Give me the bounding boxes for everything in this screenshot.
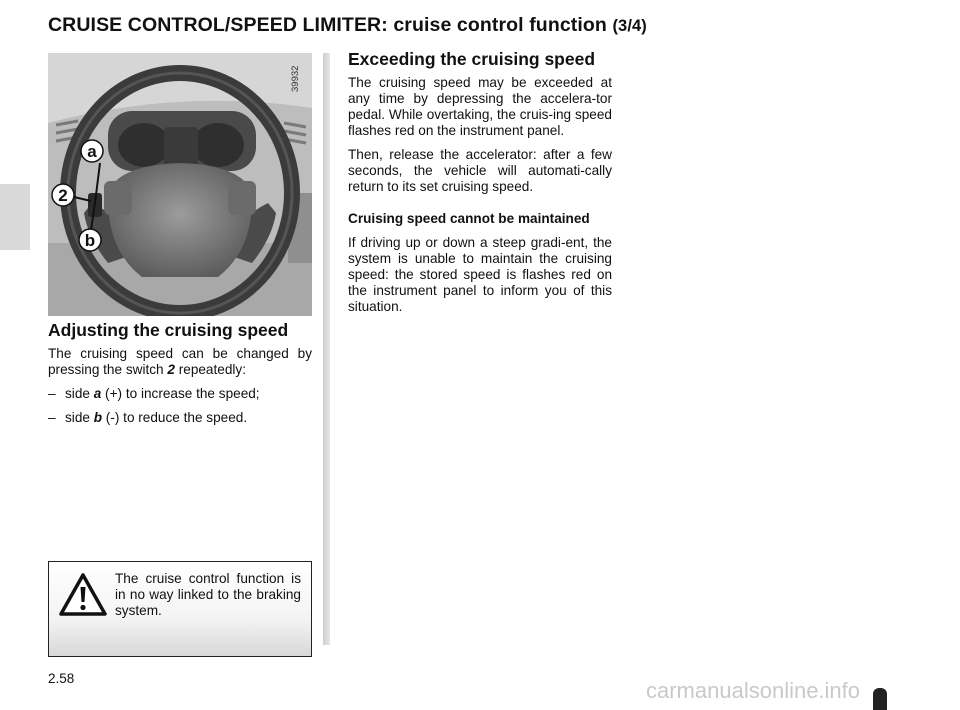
title-main: CRUISE CONTROL/SPEED LIMITER: cruise control function: [48, 14, 607, 36]
list-dash: –: [48, 410, 56, 425]
right-heading: Exceeding the cruising speed: [348, 49, 596, 69]
page-number: 2.58: [48, 671, 75, 686]
callout-label-2: 2: [58, 186, 68, 205]
right-column: [348, 51, 612, 323]
watermark: carmanualsonline.info: [646, 678, 861, 703]
figure-reference-number: 39932: [290, 65, 301, 92]
right-paragraph-3: If driving up or down a steep gradi-ent, the system is unable to maintain the cruising speed: the stored speed is flashes red on the instrument panel to inform you of this situation.: [348, 235, 612, 314]
page-title: [48, 14, 647, 37]
column-divider: [323, 53, 330, 645]
title-part: (3/4): [612, 17, 647, 35]
right-paragraph-1: The cruising speed may be exceeded at any time by depressing the accelera-tor pedal. While overtaking, the cruis-ing speed flashes red on the instrument panel.: [348, 75, 612, 138]
left-column: [48, 322, 312, 434]
list-item-key: b: [93, 410, 103, 425]
list-item-key: a: [93, 386, 102, 401]
left-intro: [48, 346, 312, 378]
left-intro-switch: 2: [167, 362, 175, 377]
warning-triangle-icon: [59, 573, 107, 617]
list-item: [48, 386, 312, 402]
list-item-text: [65, 410, 247, 426]
list-item-text: [65, 386, 260, 402]
left-heading: Adjusting the cruising speed: [48, 320, 289, 340]
list-item-post: (+) to increase the speed;: [101, 386, 260, 401]
warning-text: The cruise control function is in no way linked to the braking system.: [115, 571, 301, 618]
list-item-post: (-) to reduce the speed.: [102, 410, 248, 425]
right-paragraph-2: Then, release the accelerator: after a few seconds, the vehicle will automati-cally return to its set cruising speed.: [348, 147, 612, 194]
left-intro-pre: The cruising speed can be changed by pressing the switch: [48, 346, 312, 377]
steering-wheel-photo: [48, 53, 312, 316]
right-subheading: Cruising speed cannot be maintained: [348, 211, 590, 226]
warning-box: [48, 561, 312, 657]
callout-label-a: a: [87, 142, 97, 161]
list-item: [48, 410, 312, 426]
section-tab: [0, 184, 30, 250]
callout-label-b: b: [84, 231, 96, 250]
list-item-pre: side: [65, 386, 94, 401]
page-corner-marker: [873, 688, 887, 710]
list-dash: –: [48, 386, 56, 401]
left-intro-post: repeatedly:: [174, 362, 246, 377]
callout-overlay: [48, 53, 312, 316]
callout-line-a: [95, 163, 100, 203]
list-item-pre: side: [65, 410, 94, 425]
callout-line-2: [74, 197, 91, 201]
